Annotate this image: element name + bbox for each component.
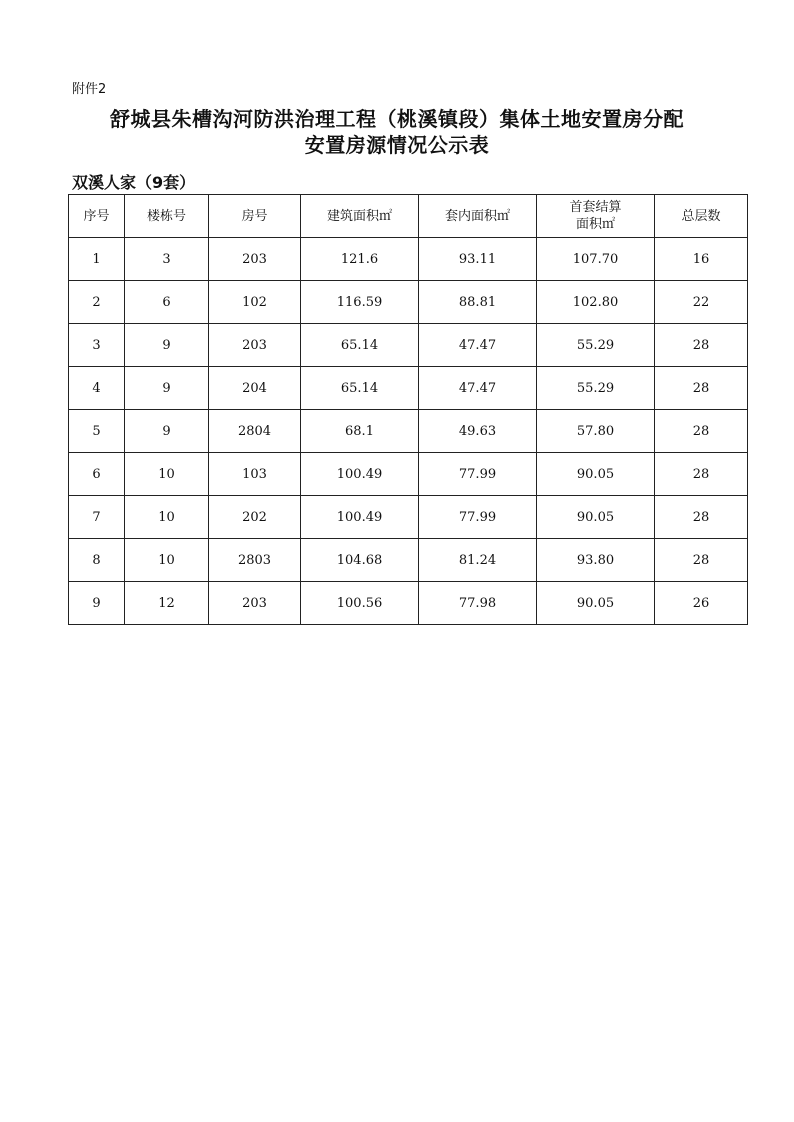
- section-heading: 双溪人家（9套）: [72, 173, 196, 192]
- cell-inner-area: 49.63: [419, 410, 537, 453]
- cell-building: 3: [125, 238, 209, 281]
- cell-settlement-area: 107.70: [537, 238, 655, 281]
- housing-units-table: [68, 194, 748, 625]
- cell-index: 1: [69, 238, 125, 281]
- column-header-inner-area: 套内面积㎡: [419, 195, 537, 238]
- cell-total-floors: 28: [655, 367, 748, 410]
- cell-settlement-area: 90.05: [537, 496, 655, 539]
- cell-building: 6: [125, 281, 209, 324]
- cell-room: 203: [209, 582, 301, 625]
- cell-settlement-area: 57.80: [537, 410, 655, 453]
- cell-settlement-area: 55.29: [537, 324, 655, 367]
- cell-inner-area: 47.47: [419, 367, 537, 410]
- cell-index: 4: [69, 367, 125, 410]
- cell-total-floors: 28: [655, 324, 748, 367]
- cell-building: 10: [125, 453, 209, 496]
- cell-building: 9: [125, 410, 209, 453]
- cell-building-area: 65.14: [301, 324, 419, 367]
- cell-building-area: 100.49: [301, 453, 419, 496]
- column-header-settlement-area: 首套结算 面积㎡: [537, 195, 655, 238]
- cell-settlement-area: 93.80: [537, 539, 655, 582]
- cell-building: 10: [125, 496, 209, 539]
- cell-building-area: 100.49: [301, 496, 419, 539]
- cell-total-floors: 16: [655, 238, 748, 281]
- table-row: [69, 453, 748, 496]
- cell-inner-area: 77.98: [419, 582, 537, 625]
- table-row: [69, 582, 748, 625]
- cell-room: 103: [209, 453, 301, 496]
- cell-room: 2803: [209, 539, 301, 582]
- document-title-line-1: 舒城县朱槽沟河防洪治理工程（桃溪镇段）集体土地安置房分配: [110, 107, 684, 131]
- cell-settlement-area: 55.29: [537, 367, 655, 410]
- column-header-total-floors: 总层数: [655, 195, 748, 238]
- cell-inner-area: 81.24: [419, 539, 537, 582]
- cell-building-area: 121.6: [301, 238, 419, 281]
- cell-room: 202: [209, 496, 301, 539]
- table-header-row: [69, 195, 748, 238]
- cell-building: 9: [125, 367, 209, 410]
- cell-index: 2: [69, 281, 125, 324]
- cell-building: 9: [125, 324, 209, 367]
- cell-index: 7: [69, 496, 125, 539]
- table-row: [69, 324, 748, 367]
- cell-settlement-area: 90.05: [537, 582, 655, 625]
- column-header-building: 楼栋号: [125, 195, 209, 238]
- cell-building-area: 68.1: [301, 410, 419, 453]
- column-header-building-area: 建筑面积㎡: [301, 195, 419, 238]
- cell-inner-area: 77.99: [419, 496, 537, 539]
- cell-index: 3: [69, 324, 125, 367]
- cell-total-floors: 28: [655, 453, 748, 496]
- cell-room: 203: [209, 324, 301, 367]
- table-row: [69, 410, 748, 453]
- cell-total-floors: 28: [655, 410, 748, 453]
- cell-building-area: 65.14: [301, 367, 419, 410]
- cell-building-area: 104.68: [301, 539, 419, 582]
- document-title-line-2: 安置房源情况公示表: [304, 133, 490, 157]
- table-row: [69, 539, 748, 582]
- table-row: [69, 367, 748, 410]
- table-row: [69, 238, 748, 281]
- cell-building-area: 116.59: [301, 281, 419, 324]
- cell-building: 12: [125, 582, 209, 625]
- table-row: [69, 281, 748, 324]
- cell-inner-area: 93.11: [419, 238, 537, 281]
- cell-room: 102: [209, 281, 301, 324]
- cell-room: 203: [209, 238, 301, 281]
- attachment-label: 附件2: [72, 82, 107, 97]
- cell-total-floors: 26: [655, 582, 748, 625]
- cell-index: 9: [69, 582, 125, 625]
- column-header-index: 序号: [69, 195, 125, 238]
- cell-inner-area: 47.47: [419, 324, 537, 367]
- cell-room: 204: [209, 367, 301, 410]
- cell-building: 10: [125, 539, 209, 582]
- column-header-room: 房号: [209, 195, 301, 238]
- cell-index: 5: [69, 410, 125, 453]
- cell-room: 2804: [209, 410, 301, 453]
- cell-total-floors: 22: [655, 281, 748, 324]
- cell-total-floors: 28: [655, 496, 748, 539]
- cell-building-area: 100.56: [301, 582, 419, 625]
- cell-index: 8: [69, 539, 125, 582]
- table-row: [69, 496, 748, 539]
- cell-settlement-area: 102.80: [537, 281, 655, 324]
- cell-inner-area: 77.99: [419, 453, 537, 496]
- cell-total-floors: 28: [655, 539, 748, 582]
- cell-settlement-area: 90.05: [537, 453, 655, 496]
- cell-inner-area: 88.81: [419, 281, 537, 324]
- cell-index: 6: [69, 453, 125, 496]
